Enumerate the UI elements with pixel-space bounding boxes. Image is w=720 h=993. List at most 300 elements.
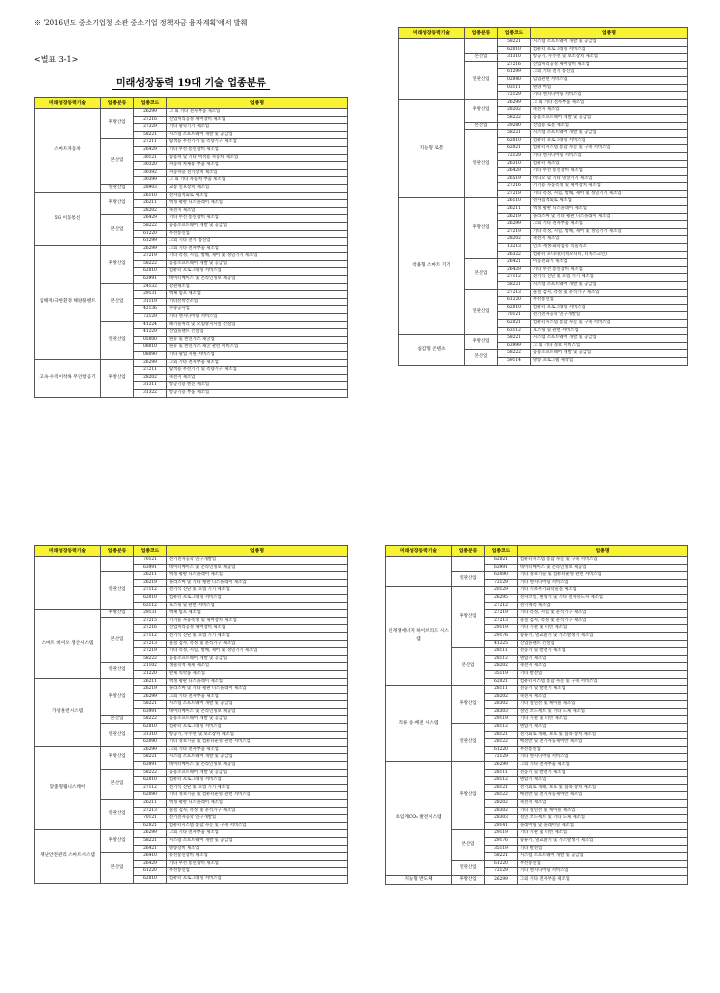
industry-name-cell: 플라즈마 및 기타 평판 디스플레이 제조업 xyxy=(531,213,688,221)
industry-name-cell: 기타 정보기술 및 컴퓨터운영 관련 서비스업 xyxy=(167,792,348,800)
industry-name-cell: 기타 광업 지원 서비스업 xyxy=(167,352,348,360)
industry-name-cell: 기타 무선 통신장비 제조업 xyxy=(531,266,688,274)
industry-name-cell: 응용소프트웨어 개발 및 공급업 xyxy=(167,260,348,268)
industry-name-cell: 산업플랜트 건설업 xyxy=(518,640,688,648)
industry-name-cell: 전기계측 제조업 xyxy=(518,602,688,610)
industry-name-cell: 그외 기타 전자부품 제조업 xyxy=(167,693,348,701)
table-row xyxy=(386,686,688,694)
industry-code-cell: 26429 xyxy=(134,215,167,223)
industry-code-cell: 27213 xyxy=(134,640,167,648)
industry-table-2 xyxy=(398,27,688,366)
industry-category-cell: 후방산업 xyxy=(452,762,485,830)
industry-name-cell: 기타 기관 및 터빈 제조업 xyxy=(518,625,688,633)
industry-name-cell: 기타 무선 통신장비 제조업 xyxy=(167,146,348,154)
industry-code-cell: 28903 xyxy=(134,184,167,192)
industry-name-cell: 기타 절연선 및 케이블 제조업 xyxy=(518,807,688,815)
table-row xyxy=(386,875,688,884)
column-header-code: 업종코드 xyxy=(485,546,518,557)
industry-name-cell: 완제 의약품 제조업 xyxy=(167,670,348,678)
industry-category-cell: 본산업 xyxy=(101,617,134,663)
tech-category-cell: 5G 이동통신 xyxy=(35,192,101,245)
industry-name-cell: 컴퓨터시스템 통합 자문 및 구축 서비스업 xyxy=(531,145,688,153)
industry-code-cell: 30399 xyxy=(134,177,167,185)
industry-category-cell: 후방산업 xyxy=(101,359,134,397)
industry-code-cell: 31310 xyxy=(498,54,531,62)
table-row xyxy=(35,192,348,200)
document-title-text: 미래성장동력 19대 기술 업종분류 xyxy=(112,78,270,90)
industry-code-cell: 72129 xyxy=(485,579,518,587)
industry-name-cell: 산업처리공정 제어장비 제조업 xyxy=(531,61,688,69)
industry-name-cell: 컴퓨터 제조업 xyxy=(531,160,688,168)
industry-code-cell: 26219 xyxy=(134,686,167,694)
industry-name-cell: 호스팅 및 관련 서비스업 xyxy=(531,327,688,335)
industry-category-cell: 후방산업 xyxy=(101,678,134,716)
industry-code-cell: 08010 xyxy=(134,344,167,352)
industry-code-cell: 27213 xyxy=(485,617,518,625)
industry-name-cell: 자동차 차체용 부품 제조업 xyxy=(167,162,348,170)
industry-code-cell: 62021 xyxy=(498,319,531,327)
industry-name-cell: 항공기용 부품 제조업 xyxy=(167,389,348,397)
industry-name-cell: 물질 검사, 측정 및 분석기구 제조업 xyxy=(531,289,688,297)
tech-category-cell: 가상훈련시스템 xyxy=(35,678,101,746)
industry-name-cell: 기타 발전업 xyxy=(518,845,688,853)
industry-category-cell: 연관산업 xyxy=(452,724,485,762)
industry-code-cell: 62010 xyxy=(134,268,167,276)
industry-name-cell: 인조·재생·화학섬유 직물직조 xyxy=(531,244,688,252)
industry-code-cell: 62021 xyxy=(485,678,518,686)
industry-code-cell: 62010 xyxy=(134,724,167,732)
industry-code-cell: 26421 xyxy=(498,259,531,267)
industry-code-cell: 63991 xyxy=(485,564,518,572)
industry-name-cell: 전자집적회로 제조업 xyxy=(531,198,688,206)
industry-name-cell: 그외 기타 전자부품 제조업 xyxy=(531,221,688,229)
column-header-code: 업종코드 xyxy=(498,28,531,39)
industry-code-cell: 26211 xyxy=(498,206,531,214)
industry-name-cell: 이동전화기 제조업 xyxy=(531,259,688,267)
table-row xyxy=(386,587,688,595)
industry-name-cell: 응용소프트웨어 개발 및 공급업 xyxy=(167,222,348,230)
industry-code-cell: 26211 xyxy=(134,572,167,580)
column-header-code: 업종코드 xyxy=(134,546,167,557)
industry-code-cell: 62010 xyxy=(134,777,167,785)
column-header-tech: 미래성장동력기술 xyxy=(386,546,452,557)
industry-name-cell: 데이터베이스 및 온라인정보 제공업 xyxy=(167,564,348,572)
tech-category-cell xyxy=(386,557,452,587)
industry-category-cell: 후방산업 xyxy=(465,99,498,122)
source-note: ※ '2016년도 중소기업청 소관 중소기업 정책자금 융자계획'에서 발췌 xyxy=(34,19,248,27)
industry-code-cell: 21102 xyxy=(134,663,167,671)
industry-code-cell: 26429 xyxy=(134,146,167,154)
industry-name-cell: 기타 정보기술 및 컴퓨터운영 관련 서비스업 xyxy=(518,572,688,580)
industry-name-cell: 그외 기타 전자부품 제조업 xyxy=(167,746,348,754)
industry-category-cell: 연관산업 xyxy=(465,61,498,99)
industry-name-cell: 물질 검사, 측정 및 분석기구 제조업 xyxy=(167,807,348,815)
industry-code-cell: 27213 xyxy=(134,807,167,815)
industry-code-cell: 26410 xyxy=(134,853,167,861)
column-header-tech: 미래성장동력기술 xyxy=(35,98,101,109)
industry-name-cell: 변압기 제조업 xyxy=(518,777,688,785)
industry-name-cell: 자동차용 전기장치 제조업 xyxy=(167,169,348,177)
industry-code-cell: 58222 xyxy=(498,114,531,122)
industry-category-cell: 후방산업 xyxy=(452,587,485,648)
industry-code-cell: 26299 xyxy=(134,746,167,754)
industry-code-cell: 62090 xyxy=(485,572,518,580)
industry-code-cell: 27216 xyxy=(134,116,167,124)
industry-name-cell: 데이터베이스 및 온라인정보 제공업 xyxy=(167,708,348,716)
industry-code-cell: 58222 xyxy=(134,769,167,777)
industry-category-cell: 본산업 xyxy=(452,830,485,860)
industry-name-cell: 절연 코드세트 및 기타 도체 제조업 xyxy=(518,815,688,823)
industry-category-cell: 연관산업 xyxy=(101,724,134,747)
industry-code-cell: 58221 xyxy=(485,853,518,861)
industry-code-cell: 26429 xyxy=(498,168,531,176)
industry-code-cell: 58222 xyxy=(134,716,167,724)
industry-name-cell: 축전지 제조업 xyxy=(531,107,688,115)
industry-category-cell: 연관산업 xyxy=(101,321,134,359)
industry-code-cell: 58221 xyxy=(498,39,531,47)
industry-category-cell: 연관산업 xyxy=(452,860,485,875)
industry-code-cell: 28122 xyxy=(485,792,518,800)
industry-name-cell: 강관제조업 xyxy=(167,283,348,291)
industry-name-cell: 기타선박건조업 xyxy=(167,298,348,306)
industry-category-cell: 연관산업 xyxy=(465,289,498,335)
table-row xyxy=(35,245,348,253)
column-header-tech: 미래성장동력기술 xyxy=(399,28,465,39)
industry-name-cell: 전기식 진단 및 요법 기기 제조업 xyxy=(167,632,348,640)
industry-name-cell: 기타 정보기술 및 컴퓨터운영 관련 서비스업 xyxy=(167,739,348,747)
industry-code-cell: 27219 xyxy=(485,610,518,618)
industry-name-cell: 컴퓨터 프로그래밍 서비스업 xyxy=(167,268,348,276)
industry-name-cell: 기기용 자동측정 및 제어장치 제조업 xyxy=(167,617,348,625)
industry-name-cell: 그외 기타 전기 통신업 xyxy=(167,238,348,246)
industry-code-cell: 30392 xyxy=(134,169,167,177)
industry-code-cell: 31311 xyxy=(134,382,167,390)
industry-name-cell: 탐색용 무선기기 및 측량기구 제조업 xyxy=(167,139,348,147)
industry-code-cell: 26219 xyxy=(498,213,531,221)
industry-code-cell: 26211 xyxy=(134,678,167,686)
industry-code-cell: 31119 xyxy=(134,298,167,306)
industry-code-cell: 62010 xyxy=(134,594,167,602)
industry-code-cell: 70121 xyxy=(134,557,167,565)
industry-name-cell: 응용소프트웨어 개발 및 공급업 xyxy=(167,655,348,663)
industry-code-cell: 27112 xyxy=(498,274,531,282)
tech-category-cell: 착용형 스마트 기기 xyxy=(399,198,465,335)
tech-category-cell xyxy=(399,39,465,100)
industry-name-cell: 항공기, 우주선 및 보조장치 제조업 xyxy=(167,731,348,739)
industry-code-cell: 58222 xyxy=(134,222,167,230)
industry-name-cell: 축전지 제조업 xyxy=(518,800,688,808)
industry-name-cell: 컴퓨터시스템 통합 자문 및 구축 서비스업 xyxy=(518,678,688,686)
industry-name-cell: 컴퓨터 프로그래밍 서비스업 xyxy=(167,777,348,785)
industry-code-cell: 28303 xyxy=(485,708,518,716)
industry-name-cell: 전기식 진단 및 요법 기기 제조업 xyxy=(531,274,688,282)
industry-name-cell: 증류기, 열교환기 및 가스발생기 제조업 xyxy=(518,837,688,845)
industry-code-cell: 41229 xyxy=(134,329,167,337)
industry-code-cell: 28112 xyxy=(485,724,518,732)
industry-category-cell: 본산업 xyxy=(465,259,498,289)
industry-name-cell: 컴퓨터 프로그래밍 서비스업 xyxy=(167,724,348,732)
industry-name-cell: 그외 기타 전자부품 제조업 xyxy=(518,762,688,770)
industry-name-cell: 산업처리공정 제어장비 제조업 xyxy=(167,116,348,124)
industry-code-cell: 26299 xyxy=(134,830,167,838)
industry-code-cell: 26299 xyxy=(134,693,167,701)
industry-name-cell: 전기식 진단 및 요법 기기 제조업 xyxy=(167,587,348,595)
industry-code-cell: 26322 xyxy=(498,251,531,259)
industry-name-cell: 그 외 기타 정보 서비스업 xyxy=(531,342,688,350)
industry-code-cell: 31310 xyxy=(134,731,167,739)
industry-code-cell: 35119 xyxy=(485,670,518,678)
industry-name-cell: 시스템 소프트웨어 개발 및 공급업 xyxy=(531,335,688,343)
industry-code-cell: 28121 xyxy=(485,731,518,739)
industry-name-cell: 응용소프트웨어 개발 및 공급업 xyxy=(167,716,348,724)
column-header-industry: 업종분류 xyxy=(452,546,485,557)
industry-name-cell: 무선통신업 xyxy=(167,230,348,238)
industry-name-cell: 유선통신장비 제조업 xyxy=(167,853,348,861)
tech-category-cell: 지능형 로봇 xyxy=(399,99,465,198)
industry-code-cell: 58221 xyxy=(498,335,531,343)
industry-name-cell: 기타 측정, 시험, 항해, 제어 및 정밀기기 제조업 xyxy=(167,253,348,261)
industry-name-cell: 절연 코드세트 및 기타 도체 제조업 xyxy=(518,708,688,716)
industry-code-cell: 26299 xyxy=(498,221,531,229)
industry-code-cell: 72129 xyxy=(485,754,518,762)
industry-code-cell: 28111 xyxy=(485,648,518,656)
industry-name-cell: 컴퓨터시스템 통합 자문 및 구축 서비스업 xyxy=(167,822,348,830)
industry-name-cell: 전기전자공학 연구개발업 xyxy=(531,312,688,320)
industry-name-cell: 산업용 로봇 제조업 xyxy=(531,122,688,130)
industry-code-cell: 28112 xyxy=(485,777,518,785)
industry-code-cell: 72129 xyxy=(498,92,531,100)
industry-name-cell: 생물학적 제제 제조업 xyxy=(167,663,348,671)
column-header-industry: 업종분류 xyxy=(101,98,134,109)
industry-code-cell: 58222 xyxy=(498,350,531,358)
industry-code-cell: 62010 xyxy=(498,304,531,312)
column-header-name: 업종명 xyxy=(518,546,688,557)
industry-code-cell: 28122 xyxy=(485,739,518,747)
industry-code-cell: 61220 xyxy=(485,746,518,754)
industry-name-cell: 액정 평판 디스플레이 제조업 xyxy=(167,800,348,808)
industry-name-cell: 그 외 기타 자동차 부품 제조업 xyxy=(167,177,348,185)
industry-code-cell: 29119 xyxy=(485,830,518,838)
industry-code-cell: 63991 xyxy=(134,276,167,284)
industry-name-cell: 기타 기관 및 터빈 제조업 xyxy=(518,830,688,838)
tech-category-cell: 맞춤형웰니스케어 xyxy=(35,746,101,830)
industry-code-cell: 27112 xyxy=(134,632,167,640)
industry-name-cell: 폐기물처리 및 오염방지시설 건설업 xyxy=(167,321,348,329)
industry-code-cell: 61220 xyxy=(134,230,167,238)
industry-name-cell: 컴퓨터 프로그래밍 서비스업 xyxy=(531,137,688,145)
industry-code-cell: 62090 xyxy=(134,739,167,747)
industry-name-cell: 컴퓨터시스템 통합 자문 및 구축 서비스업 xyxy=(531,319,688,327)
industry-code-cell: 61299 xyxy=(134,238,167,246)
industry-name-cell: 액체 펌프 제조업 xyxy=(167,610,348,618)
industry-code-cell: 29280 xyxy=(498,122,531,130)
industry-table-1 xyxy=(34,97,348,398)
industry-code-cell: 30320 xyxy=(134,162,167,170)
table-row xyxy=(35,678,348,686)
industry-name-cell: 기타 측정, 시험, 항해, 제어 및 정밀기기 제조업 xyxy=(167,648,348,656)
industry-name-cell: 데이터베이스 및 온라인정보 제공업 xyxy=(518,564,688,572)
industry-code-cell: 28202 xyxy=(134,207,167,215)
industry-code-cell: 26211 xyxy=(134,200,167,208)
industry-category-cell: 본산업 xyxy=(101,769,134,799)
table-row xyxy=(35,610,348,618)
column-header-name: 업종명 xyxy=(531,28,688,39)
industry-name-cell: 전기전자공학 연구개발업 xyxy=(167,557,348,565)
industry-name-cell: 축전지 제조업 xyxy=(518,693,688,701)
industry-category-cell: 연관산업 xyxy=(101,572,134,610)
industry-code-cell: 62021 xyxy=(485,557,518,565)
industry-code-cell: 58221 xyxy=(134,754,167,762)
industry-name-cell: 그 외 기타 전자부품 제조업 xyxy=(531,99,688,107)
industry-code-cell: 27112 xyxy=(134,587,167,595)
industry-name-cell: 축전지 제조업 xyxy=(531,236,688,244)
industry-code-cell: 28303 xyxy=(485,815,518,823)
industry-name-cell: 시스템 소프트웨어 개발 및 공급업 xyxy=(167,754,348,762)
industry-name-cell: 교통 신호장치 제조업 xyxy=(167,184,348,192)
industry-code-cell: 26299 xyxy=(134,245,167,253)
industry-category-cell: 본산업 xyxy=(465,350,498,365)
industry-code-cell: 26421 xyxy=(134,845,167,853)
industry-code-cell: 02040 xyxy=(498,76,531,84)
industry-code-cell: 26299 xyxy=(485,875,518,884)
industry-category-cell: 본산업 xyxy=(101,716,134,724)
industry-category-cell: 본산업 xyxy=(101,283,134,321)
industry-name-cell: 응용소프트웨어 개발 및 공급업 xyxy=(531,114,688,122)
industry-name-cell: 기타 절연선 및 케이블 제조업 xyxy=(518,701,688,709)
industry-code-cell: 29131 xyxy=(134,291,167,299)
industry-category-cell xyxy=(101,557,134,572)
industry-code-cell: 58221 xyxy=(498,282,531,290)
industry-category-cell: 연관산업 xyxy=(452,572,485,587)
industry-code-cell: 63991 xyxy=(134,762,167,770)
industry-code-cell: 58221 xyxy=(498,130,531,138)
industry-name-cell: 무선통신업 xyxy=(518,746,688,754)
industry-code-cell: 26211 xyxy=(134,800,167,808)
industry-name-cell: 임업관련 서비스업 xyxy=(531,76,688,84)
industry-name-cell: 액체 펌프 제조업 xyxy=(167,291,348,299)
industry-code-cell: 05000 xyxy=(134,336,167,344)
industry-code-cell: 26299 xyxy=(134,359,167,367)
table-row xyxy=(35,746,348,754)
industry-code-cell: 59114 xyxy=(498,357,531,365)
industry-name-cell: 기타 측정, 시험, 항해, 제어 및 정밀기기 제조업 xyxy=(531,228,688,236)
industry-name-cell: 축전지 제조업 xyxy=(518,663,688,671)
industry-code-cell: 42136 xyxy=(134,306,167,314)
industry-name-cell: 그외 기타 전자부품 제조업 xyxy=(167,245,348,253)
industry-name-cell: 항공기, 우주선 및 보조장치 제조업 xyxy=(531,54,688,62)
industry-code-cell: 27211 xyxy=(134,367,167,375)
tech-category-cell: 스마트 바이오 생산시스템 xyxy=(35,610,101,678)
industry-code-cell: 26429 xyxy=(498,266,531,274)
industry-name-cell: 액정 평판 디스플레이 제조업 xyxy=(167,678,348,686)
tech-category-cell: 재난안전관리 스마트시스템 xyxy=(35,830,101,883)
industry-code-cell: 63112 xyxy=(134,602,167,610)
industry-code-cell: 29119 xyxy=(485,625,518,633)
industry-code-cell: 61220 xyxy=(498,297,531,305)
tech-category-cell: 스마트자동차 xyxy=(35,109,101,193)
industry-name-cell: 기타 엔지니어링 서비스업 xyxy=(531,92,688,100)
industry-code-cell: 24132 xyxy=(134,283,167,291)
industry-name-cell: 무선통신업 xyxy=(531,297,688,305)
industry-name-cell: 데이터베이스 및 온라인정보 제공업 xyxy=(167,762,348,770)
industry-category-cell: 후방산업 xyxy=(452,875,485,884)
industry-name-cell: 변압기 제조업 xyxy=(518,724,688,732)
industry-code-cell: 63991 xyxy=(134,708,167,716)
industry-code-cell: 62090 xyxy=(134,792,167,800)
industry-name-cell: 변압기 제조업 xyxy=(518,655,688,663)
industry-code-cell: 27329 xyxy=(134,124,167,132)
industry-name-cell: 전기전자공학 연구개발업 xyxy=(167,815,348,823)
industry-name-cell: 승용차 및 기타 여객용 자동차 제조업 xyxy=(167,154,348,162)
industry-category-cell: 후방산업 xyxy=(452,686,485,724)
industry-name-cell: 배전반 및 전기자동제어반 제조업 xyxy=(518,739,688,747)
industry-name-cell: 시스템 소프트웨어 개발 및 공급업 xyxy=(167,837,348,845)
industry-code-cell: 08090 xyxy=(134,352,167,360)
industry-category-cell: 후방산업 xyxy=(101,109,134,139)
tech-category-cell: 고속·수직이착륙 무인항공기 xyxy=(35,359,101,397)
industry-code-cell: 27219 xyxy=(134,253,167,261)
industry-name-cell: 기타 발전업 xyxy=(518,670,688,678)
industry-table-4 xyxy=(385,545,688,885)
column-header-industry: 업종분류 xyxy=(101,546,134,557)
industry-code-cell: 70121 xyxy=(134,815,167,823)
industry-name-cell: 기타 엔지니어링 서비스업 xyxy=(518,754,688,762)
table-row xyxy=(35,557,348,565)
tech-category-cell: 실감형 콘텐츠 xyxy=(399,335,465,365)
industry-code-cell: 63112 xyxy=(498,327,531,335)
industry-name-cell: 전기식 진단 및 요법 기기 제조업 xyxy=(167,784,348,792)
table-row xyxy=(386,762,688,770)
industry-name-cell: 축전지 제조업 xyxy=(167,207,348,215)
industry-code-cell: 29119 xyxy=(485,716,518,724)
industry-name-cell: 기타 측정, 시험, 항해, 제어 및 정밀기기 제조업 xyxy=(531,190,688,198)
industry-name-cell: 증류기, 열교환기 및 가스발생기 제조업 xyxy=(518,632,688,640)
industry-code-cell: 27213 xyxy=(498,289,531,297)
industry-code-cell: 29176 xyxy=(485,632,518,640)
industry-name-cell: 플레어링 및 플레이밍 제조업 xyxy=(518,822,688,830)
industry-code-cell: 62010 xyxy=(498,46,531,54)
industry-code-cell: 27219 xyxy=(498,228,531,236)
industry-name-cell: 방송장비 제조업 xyxy=(167,845,348,853)
industry-code-cell: 31322 xyxy=(134,389,167,397)
industry-code-cell: 26110 xyxy=(134,192,167,200)
industry-code-cell: 26299 xyxy=(485,762,518,770)
industry-code-cell: 27219 xyxy=(498,190,531,198)
industry-category-cell: 후방산업 xyxy=(465,335,498,350)
industry-code-cell: 26110 xyxy=(498,198,531,206)
industry-name-cell: 물질 검사, 측정 및 분석기구 제조업 xyxy=(518,617,688,625)
industry-name-cell: 기타 광학기기 제조업 xyxy=(167,124,348,132)
column-header-name: 업종명 xyxy=(167,546,348,557)
industry-name-cell: 원유 및 천연가스 채굴업 xyxy=(167,336,348,344)
industry-name-cell: 산업플랜트 건설업 xyxy=(167,329,348,337)
table-row xyxy=(35,109,348,117)
industry-code-cell: 62021 xyxy=(134,822,167,830)
industry-name-cell: 시스템 소프트웨어 개발 및 공급업 xyxy=(518,853,688,861)
industry-code-cell: 28202 xyxy=(485,693,518,701)
industry-code-cell: 62010 xyxy=(134,875,167,883)
industry-name-cell: 수중공사업 xyxy=(167,306,348,314)
industry-category-cell: 본산업 xyxy=(101,853,134,883)
industry-name-cell: 산업처리공정 제어장비 제조업 xyxy=(167,625,348,633)
industry-name-cell: 컴퓨터시스템 통합 자문 및 구축 서비스업 xyxy=(518,557,688,565)
industry-name-cell: 축전지 제조업 xyxy=(167,374,348,382)
industry-name-cell: 시스템 소프트웨어 개발 및 공급업 xyxy=(167,701,348,709)
industry-code-cell: 58222 xyxy=(134,655,167,663)
industry-code-cell: 27215 xyxy=(134,617,167,625)
industry-code-cell: 63999 xyxy=(498,342,531,350)
industry-code-cell: 41225 xyxy=(485,640,518,648)
